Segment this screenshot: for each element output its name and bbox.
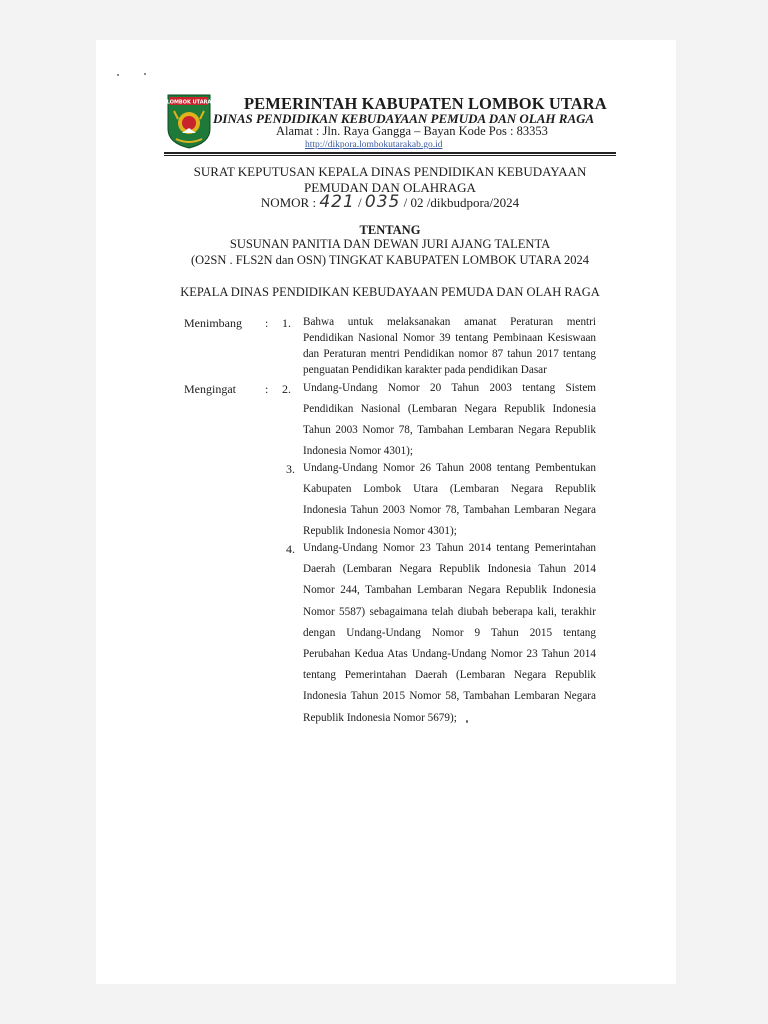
subject-line2: (O2SN . FLS2N dan OSN) TINGKAT KABUPATEN LOMBOK UTARA 2024 bbox=[190, 253, 590, 267]
text-line: Republik Indonesia Nomor 4301); bbox=[303, 525, 457, 537]
website-link[interactable]: http://dikpora.lombokutarakab.go.id bbox=[305, 140, 443, 150]
recalling-colon: : bbox=[265, 382, 269, 396]
office-address: Alamat : Jln. Raya Gangga – Bayan Kode Pos : 83353 bbox=[276, 124, 548, 138]
considering-colon: : bbox=[265, 316, 269, 330]
text-line: dan Peraturan mentri Pendidikan nomor 87 tahun 2017 tentang bbox=[303, 348, 596, 360]
letterhead-rule-thin bbox=[164, 155, 616, 156]
text-line: dengan Undang-Undang Nomor 9 Tahun 2015 tentang bbox=[303, 626, 596, 639]
recalling-item-4 bbox=[303, 538, 596, 729]
text-line: Tahun 2003 Nomor 78, Tambahan Lembaran Negara Republik bbox=[303, 424, 596, 436]
text-line: Pendidikan Nasional (Lembaran Negara Republik Indonesia bbox=[303, 403, 596, 415]
recalling-number-3: 3. bbox=[286, 462, 295, 476]
recalling-number-2: 2. bbox=[282, 382, 291, 396]
text-line: tentang Pemerintahan Daerah (Lembaran Negara Republik bbox=[303, 669, 596, 682]
text-line: Undang-Undang Nomor 20 Tahun 2003 tentang Sistem bbox=[303, 382, 596, 394]
subject-line1: SUSUNAN PANITIA DAN DEWAN JURI AJANG TALENTA bbox=[229, 237, 551, 251]
scan-speck bbox=[466, 720, 468, 723]
recalling-item-3 bbox=[303, 458, 596, 542]
decree-title-line1: SURAT KEPUTUSAN KEPALA DINAS PENDIDIKAN KEBUDAYAAN bbox=[193, 164, 587, 179]
regency-logo bbox=[166, 93, 212, 149]
recalling-label: Mengingat bbox=[184, 382, 236, 396]
text-line: Republik Indonesia Nomor 5679); bbox=[303, 711, 457, 724]
decree-number bbox=[160, 192, 620, 212]
text-line: penguatan Pendidikan karakter pada pendidikan Dasar bbox=[303, 364, 547, 376]
text-line: Undang-Undang Nomor 26 Tahun 2008 tentang Pembentukan bbox=[303, 462, 596, 474]
recalling-number-4: 4. bbox=[286, 542, 295, 556]
decree-number-label: NOMOR : bbox=[260, 195, 317, 210]
scan-speck bbox=[144, 73, 146, 75]
text-line: Indonesia Tahun 2015 Nomor 58, Tambahan Lembaran Negara bbox=[303, 690, 596, 703]
text-line: Kabupaten Lombok Utara (Lembaran Negara Republik bbox=[303, 483, 596, 495]
issuer-heading: KEPALA DINAS PENDIDIKAN KEBUDAYAAN PEMUDA DAN OLAH RAGA bbox=[180, 285, 600, 299]
decree-number-handwritten-2: 035 bbox=[364, 192, 401, 212]
text-line: Nomor 244, Tambahan Lembaran Negara Republik Indonesia bbox=[303, 584, 596, 597]
considering-label: Menimbang bbox=[184, 316, 242, 330]
decree-number-handwritten-1: 421 bbox=[319, 192, 355, 212]
text-line: Bahwa untuk melaksanakan amanat Peraturan mentri bbox=[303, 316, 596, 328]
scan-speck bbox=[117, 74, 119, 76]
decree-title-line2: PEMUDAN DAN OLAHRAGA bbox=[304, 180, 476, 195]
text-line: Perubahan Kedua Atas Undang-Undang Nomor 23 Tahun 2014 bbox=[303, 648, 596, 661]
text-line: Indonesia Nomor 4301); bbox=[303, 445, 413, 457]
decree-number-suffix: / 02 /dikbudpora/2024 bbox=[403, 195, 520, 210]
text-line: Daerah (Lembaran Negara Republik Indonesia Tahun 2014 bbox=[303, 563, 596, 576]
department-name: DINAS PENDIDIKAN KEBUDAYAAN PEMUDA DAN OLAH RAGA bbox=[213, 111, 595, 126]
recalling-item-2 bbox=[303, 378, 596, 462]
government-name: PEMERINTAH KABUPATEN LOMBOK UTARA bbox=[244, 94, 607, 113]
text-line: Indonesia Tahun 2003 Nomor 78, Tambahan Lembaran Negara bbox=[303, 504, 596, 516]
decree-number-separator: / bbox=[358, 195, 362, 210]
letterhead-rule-thick bbox=[164, 152, 616, 154]
text-line: Undang-Undang Nomor 23 Tahun 2014 tentang Pemerintahan bbox=[303, 542, 596, 554]
logo-text: LOMBOK UTARA bbox=[166, 99, 212, 106]
considering-number: 1. bbox=[282, 316, 291, 330]
considering-text bbox=[303, 314, 596, 378]
text-line: Nomor 5587) sebagaimana telah diubah beberapa kali, terakhir bbox=[303, 605, 596, 618]
about-heading: TENTANG bbox=[359, 223, 421, 237]
text-line: Pendidikan Nasional Nomor 39 tentang Pembinaan Kesiswaan bbox=[303, 332, 596, 344]
